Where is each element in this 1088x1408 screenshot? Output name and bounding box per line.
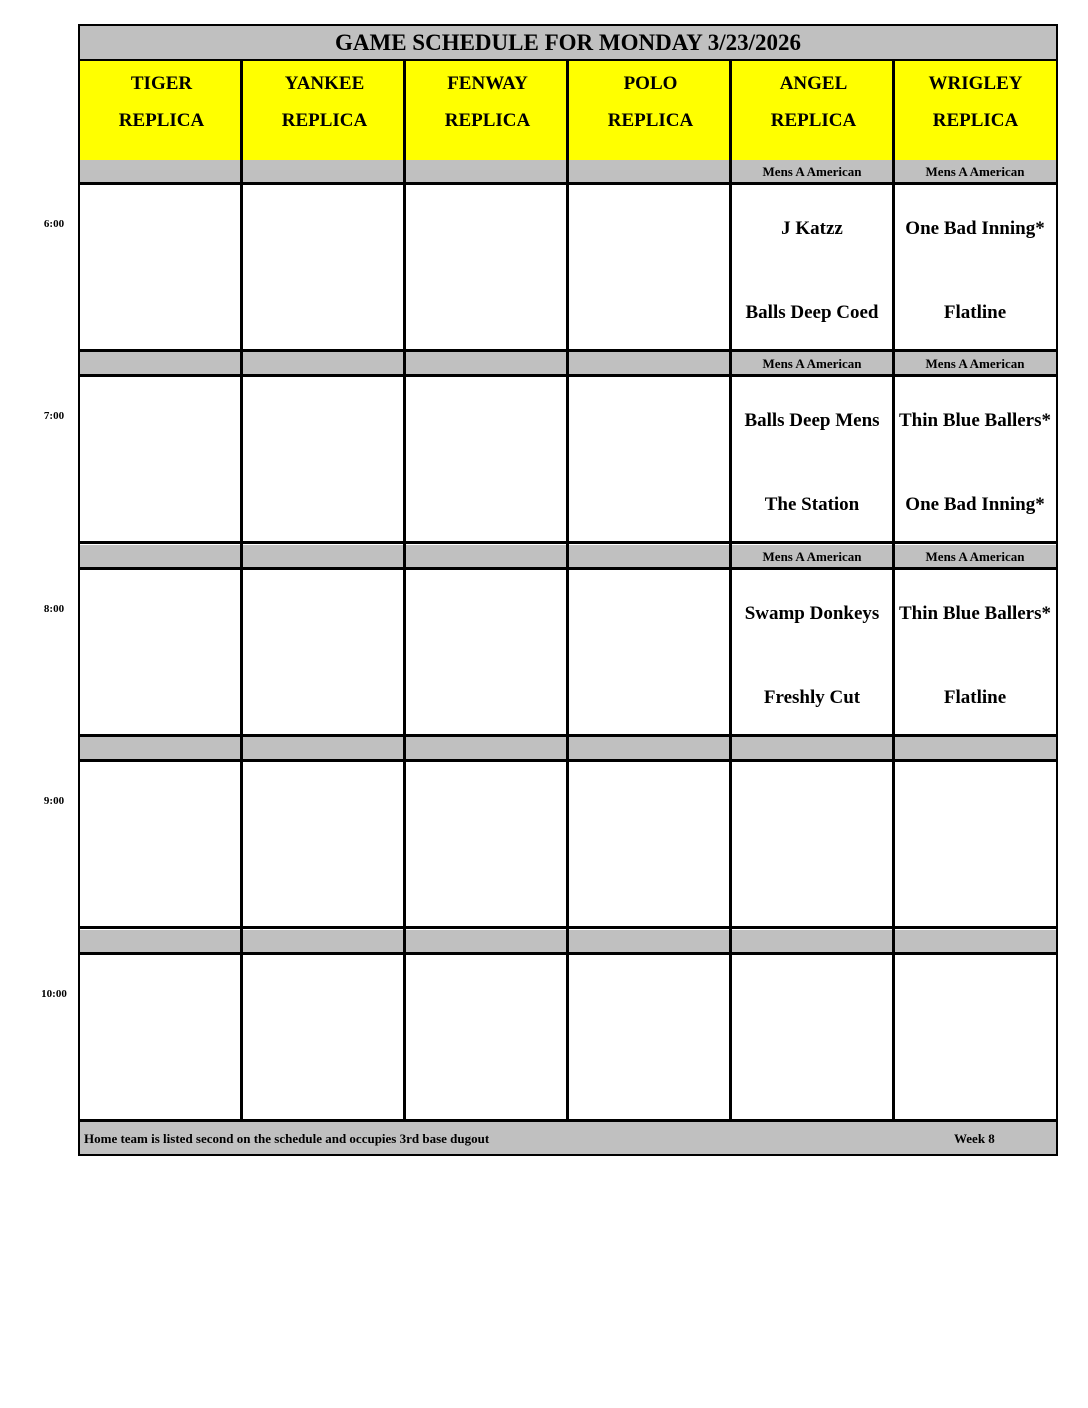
division-label — [80, 930, 240, 952]
home-team-note: Home team is listed second on the schedule and occupies 3rd base dugout — [84, 1131, 490, 1146]
division-label — [80, 352, 240, 374]
division-label — [895, 737, 1055, 759]
division-label — [243, 545, 403, 567]
home-team: Freshly Cut — [763, 686, 861, 708]
home-team: Balls Deep Coed — [745, 301, 879, 323]
division-label — [406, 160, 566, 182]
division-label: Mens A American — [762, 164, 862, 179]
division-label — [406, 737, 566, 759]
division-label — [406, 352, 566, 374]
division-label — [243, 160, 403, 182]
away-team: Swamp Donkeys — [744, 602, 880, 624]
home-team: Flatline — [943, 301, 1007, 323]
away-team: J Katzz — [781, 217, 843, 239]
field-subtitle: REPLICA — [281, 110, 368, 131]
column-divider — [892, 61, 895, 1122]
schedule-title: GAME SCHEDULE FOR MONDAY 3/23/2026 — [80, 26, 1056, 61]
home-team: One Bad Inning* — [905, 493, 1045, 515]
away-team: Balls Deep Mens — [744, 409, 880, 431]
time-label: 9:00 — [43, 795, 65, 807]
away-team: One Bad Inning* — [905, 217, 1045, 239]
division-label — [80, 545, 240, 567]
division-label — [243, 352, 403, 374]
division-label: Mens A American — [925, 549, 1025, 564]
field-subtitle: REPLICA — [607, 110, 694, 131]
division-label — [243, 930, 403, 952]
division-label — [569, 352, 729, 374]
home-team: Flatline — [943, 686, 1007, 708]
field-name: FENWAY — [447, 73, 528, 94]
division-label — [406, 545, 566, 567]
division-label: Mens A American — [762, 356, 862, 371]
division-label — [732, 930, 892, 952]
field-subtitle: REPLICA — [932, 110, 1019, 131]
division-label: Mens A American — [925, 164, 1025, 179]
home-team: The Station — [764, 493, 860, 515]
division-label — [569, 930, 729, 952]
division-label — [895, 930, 1055, 952]
field-name: YANKEE — [284, 73, 365, 94]
division-label — [569, 737, 729, 759]
away-team: Thin Blue Ballers* — [898, 409, 1052, 431]
week-label: Week 8 — [954, 1131, 995, 1146]
time-label: 7:00 — [43, 410, 65, 422]
division-label: Mens A American — [925, 356, 1025, 371]
column-divider — [403, 61, 406, 1122]
division-label — [569, 160, 729, 182]
division-label — [243, 737, 403, 759]
division-label — [80, 737, 240, 759]
field-name: TIGER — [130, 73, 193, 94]
time-label: 6:00 — [43, 218, 65, 230]
column-divider — [729, 61, 732, 1122]
schedule-table — [78, 24, 1058, 1156]
division-label — [406, 930, 566, 952]
column-divider — [240, 61, 243, 1122]
field-name: WRIGLEY — [928, 73, 1023, 94]
division-label — [569, 545, 729, 567]
division-label — [80, 160, 240, 182]
field-subtitle: REPLICA — [118, 110, 205, 131]
field-subtitle: REPLICA — [444, 110, 531, 131]
field-name: POLO — [623, 73, 678, 94]
footer-bar — [80, 1122, 1056, 1154]
away-team: Thin Blue Ballers* — [898, 602, 1052, 624]
column-divider — [566, 61, 569, 1122]
time-label: 10:00 — [41, 988, 67, 1000]
time-label: 8:00 — [43, 603, 65, 615]
division-label — [732, 737, 892, 759]
division-label: Mens A American — [762, 549, 862, 564]
field-subtitle: REPLICA — [770, 110, 857, 131]
field-name: ANGEL — [779, 73, 848, 94]
